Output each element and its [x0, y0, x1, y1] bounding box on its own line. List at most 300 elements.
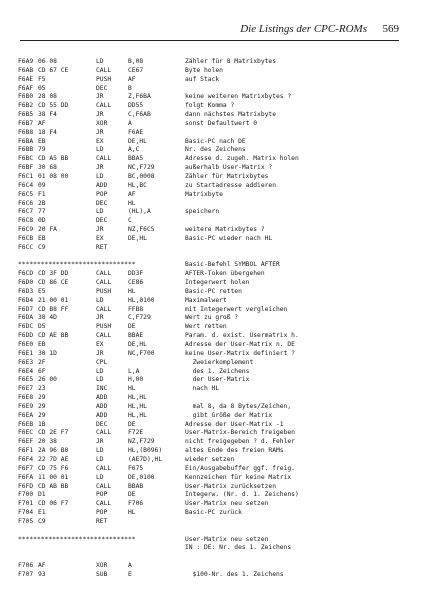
listing-row	[18, 208, 411, 217]
opcode-bytes: F1	[38, 190, 46, 198]
mnemonic: JR	[96, 128, 104, 136]
address: F6E5	[18, 376, 34, 384]
operand: HL,0100	[128, 296, 155, 304]
operand: NC,F700	[128, 349, 155, 357]
mnemonic: LD	[96, 376, 104, 384]
address: F706	[18, 562, 34, 570]
opcode-bytes: 1B	[38, 420, 46, 428]
listing-row	[18, 491, 411, 500]
mnemonic: LD	[96, 367, 104, 375]
operand: FFB8	[128, 305, 144, 313]
listing-row	[18, 93, 411, 102]
address: F700	[18, 491, 34, 499]
opcode-bytes: 29	[38, 402, 46, 410]
mnemonic: PUSH	[96, 75, 112, 83]
operand: B	[128, 84, 132, 92]
address: F6EA	[18, 411, 34, 419]
opcode-bytes: 0D	[38, 217, 46, 225]
opcode-bytes: 09	[38, 181, 46, 189]
comment: Param. d. exist. Usermatrix h.	[185, 332, 299, 340]
listing-row	[18, 500, 411, 509]
mnemonic: LD	[96, 473, 104, 481]
listing-row	[18, 244, 411, 253]
section-header-user-matrix	[18, 536, 411, 545]
listing-row	[18, 359, 411, 368]
comment: Maximalwert	[185, 296, 227, 304]
listing-row	[18, 200, 411, 209]
listing-row	[18, 138, 411, 147]
mnemonic: CALL	[96, 429, 112, 437]
opcode-bytes: 11 00 01	[38, 473, 69, 481]
opcode-bytes: CD 2E F7	[38, 429, 69, 437]
section-title: User-Matrix neu setzen	[185, 535, 269, 543]
separator-line: *******************************	[18, 535, 136, 543]
address: F6B8	[18, 128, 34, 136]
listing-row	[18, 323, 411, 332]
opcode-bytes: 38 4D	[38, 314, 57, 322]
listing-row	[18, 332, 411, 341]
address: F6E7	[18, 385, 34, 393]
section-subtitle-row	[18, 544, 411, 553]
mnemonic: EX	[96, 341, 104, 348]
comment: nicht freigegeben ? d. Fehler	[185, 438, 295, 446]
listing-block-symbol	[18, 58, 411, 253]
mnemonic: ADD	[96, 394, 108, 402]
page-title: Die Listings der CPC-ROMs	[240, 23, 367, 35]
mnemonic: EX	[96, 137, 104, 145]
opcode-bytes: EB	[38, 137, 46, 145]
listing-row	[18, 120, 411, 129]
opcode-bytes: CD A5 BB	[38, 155, 69, 163]
operand: NZ,F6C5	[128, 226, 155, 234]
page-header	[20, 22, 399, 41]
mnemonic: JR	[96, 226, 104, 234]
opcode-bytes: 18 F4	[38, 128, 57, 136]
listing-row	[18, 341, 411, 350]
address: F6CB	[18, 234, 34, 242]
listing-row	[18, 474, 411, 483]
listing-row	[18, 306, 411, 315]
mnemonic: DEC	[96, 84, 108, 92]
comment: Basic-PC wieder nach HL	[185, 234, 273, 242]
opcode-bytes: D5	[38, 323, 46, 331]
operand: AF	[128, 75, 136, 83]
listing-row	[18, 217, 411, 226]
mnemonic: ADD	[96, 181, 108, 189]
operand: DE	[128, 491, 136, 499]
opcode-bytes: 21 00 01	[38, 296, 69, 304]
listing-row	[18, 368, 411, 377]
mnemonic: DEC	[96, 217, 108, 225]
listing-row	[18, 403, 411, 412]
comment: Basic-PC retten	[185, 287, 242, 295]
opcode-bytes: 06 08	[38, 58, 57, 65]
opcode-bytes: 77	[38, 208, 46, 216]
comment: zu Startadresse addieren	[185, 181, 276, 189]
mnemonic: CALL	[96, 482, 112, 490]
comment: der User-Matrix	[185, 376, 250, 384]
comment: nach HL	[185, 385, 220, 393]
opcode-bytes: CD B8 FF	[38, 305, 69, 313]
comment: des 1. Zeichens	[185, 367, 250, 375]
address: F6B0	[18, 93, 34, 101]
address: F6A9	[18, 58, 34, 65]
opcode-bytes: 6F	[38, 367, 46, 375]
listing-row	[18, 376, 411, 385]
operand: BBAE	[128, 332, 144, 340]
address: F6B2	[18, 102, 34, 110]
opcode-bytes: 22 7D AE	[38, 455, 69, 463]
listing-row	[18, 182, 411, 191]
address: F6F4	[18, 455, 34, 463]
comment: Wert retten	[185, 323, 227, 331]
mnemonic: RET	[96, 243, 108, 251]
operand: HL	[128, 199, 136, 207]
listing-row	[18, 146, 411, 155]
operand: DE,HL	[128, 137, 147, 145]
comment: altes Ende des freien RAMs	[185, 447, 284, 455]
section-header-symbol-after	[18, 261, 411, 270]
listing-row	[18, 155, 411, 164]
address: F6FD	[18, 482, 34, 490]
operand: F675	[128, 464, 144, 472]
listing-row	[18, 314, 411, 323]
comment: keine weiteren Matrixbytes ?	[185, 93, 292, 101]
comment: Wert zu groß ?	[185, 314, 239, 322]
opcode-bytes: CD 55 DD	[38, 102, 69, 110]
operand: (HL),A	[128, 208, 151, 216]
mnemonic: POP	[96, 491, 108, 499]
address: F6D3	[18, 287, 34, 295]
listing-row	[18, 279, 411, 288]
opcode-bytes: CD 75 F6	[38, 464, 69, 472]
operand: BC,0008	[128, 172, 155, 180]
address: F6BB	[18, 146, 34, 154]
opcode-bytes: E1	[38, 509, 46, 517]
mnemonic: JR	[96, 314, 104, 322]
mnemonic: LD	[96, 447, 104, 455]
address: F6BA	[18, 137, 34, 145]
address: F6DA	[18, 314, 34, 322]
comment: dann nächstes Matrixbyte	[185, 111, 276, 119]
mnemonic: CALL	[96, 102, 112, 110]
operand: A	[128, 119, 132, 127]
opcode-bytes: CD 06 F7	[38, 500, 69, 508]
address: F6AF	[18, 84, 34, 92]
opcode-bytes: 79	[38, 146, 46, 154]
comment: $100-Nr. des 1. Zeichens	[185, 570, 284, 578]
comment: keine User-Matrix definiert ?	[185, 349, 295, 357]
address: F6BC	[18, 155, 34, 163]
mnemonic: SUB	[96, 570, 108, 578]
listing-row	[18, 456, 411, 465]
listing-row	[18, 111, 411, 120]
mnemonic: POP	[96, 190, 108, 198]
opcode-bytes: 20 FA	[38, 226, 57, 234]
operand: F6AE	[128, 128, 144, 136]
mnemonic: PUSH	[96, 323, 112, 331]
comment: folgt Komma ?	[185, 102, 235, 110]
address: F6AB	[18, 66, 34, 74]
opcode-bytes: CD AE BB	[38, 332, 69, 340]
listing-row	[18, 76, 411, 85]
opcode-bytes: 29	[38, 411, 46, 419]
listing-row	[18, 412, 411, 421]
comment: gibt Größe der Matrix	[185, 411, 273, 419]
listing-row	[18, 173, 411, 182]
address: F6C4	[18, 181, 34, 189]
address: F6E1	[18, 349, 34, 357]
listing-block-user-matrix	[18, 562, 411, 580]
address: F6CC	[18, 243, 34, 251]
mnemonic: RET	[96, 517, 108, 525]
address: F705	[18, 517, 34, 525]
mnemonic: JR	[96, 93, 104, 101]
address: F6DD	[18, 332, 34, 340]
listing-row	[18, 270, 411, 279]
opcode-bytes: F5	[38, 75, 46, 83]
page-number: 569	[382, 23, 399, 35]
listing-row	[18, 102, 411, 111]
listing-row	[18, 518, 411, 527]
mnemonic: CALL	[96, 155, 112, 163]
listing-row	[18, 235, 411, 244]
operand: DD55	[128, 102, 144, 110]
address: F6E3	[18, 358, 34, 366]
address: F6C8	[18, 217, 34, 225]
section-title: Basic-Befehl SYMBOL AFTER	[185, 261, 280, 269]
listing-row	[18, 85, 411, 94]
mnemonic: CALL	[96, 279, 112, 287]
operand: CE86	[128, 279, 144, 287]
listing-row	[18, 509, 411, 518]
opcode-bytes: E5	[38, 287, 46, 295]
opcode-bytes: C9	[38, 243, 46, 251]
operand: DE,0100	[128, 473, 155, 481]
listing-row	[18, 191, 411, 200]
address: F6D0	[18, 279, 34, 287]
mnemonic: EX	[96, 234, 104, 242]
operand: E	[128, 570, 132, 578]
opcode-bytes: 30 1D	[38, 349, 57, 357]
operand: C,F729	[128, 314, 151, 322]
opcode-bytes: 38 F4	[38, 111, 57, 119]
address: F6EB	[18, 420, 34, 428]
mnemonic: JR	[96, 438, 104, 446]
mnemonic: LD	[96, 146, 104, 154]
opcode-bytes: 2A 96 B0	[38, 447, 69, 455]
address: F6EF	[18, 438, 34, 446]
listing-row	[18, 350, 411, 359]
address: F704	[18, 509, 34, 517]
comment: Integerwert holen	[185, 279, 250, 287]
operand: HL,HL	[128, 411, 147, 419]
address: F6D4	[18, 296, 34, 304]
listing-block-symbol-after	[18, 270, 411, 526]
opcode-bytes: EB	[38, 234, 46, 242]
listing-row	[18, 465, 411, 474]
mnemonic: CALL	[96, 270, 112, 278]
address: F6C9	[18, 226, 34, 234]
listing-row	[18, 421, 411, 430]
mnemonic: POP	[96, 509, 108, 517]
comment: AFTER-Token übergehen	[185, 270, 265, 278]
comment: weitere Matrixbytes ?	[185, 226, 265, 234]
comment: Basic-PC zurück	[185, 509, 242, 517]
operand: DD3F	[128, 270, 144, 278]
address: F707	[18, 570, 34, 578]
mnemonic: CALL	[96, 66, 112, 74]
operand: BBAB	[128, 482, 144, 490]
opcode-bytes: C9	[38, 517, 46, 525]
address: F6C7	[18, 208, 34, 216]
operand: NC,F729	[128, 164, 155, 172]
address: F6EC	[18, 429, 34, 437]
operand: HL,BC	[128, 181, 147, 189]
comment: Matrixbyte	[185, 190, 223, 198]
mnemonic: JR	[96, 164, 104, 172]
address: F6E9	[18, 402, 34, 410]
opcode-bytes: CD AB BB	[38, 482, 69, 490]
address: F6DC	[18, 323, 34, 331]
operand: A	[128, 562, 132, 570]
comment: speichern	[185, 208, 220, 216]
mnemonic: DEC	[96, 199, 108, 207]
opcode-bytes: 01 08 00	[38, 172, 69, 180]
comment: mal 8, da 8 Bytes/Zeichen,	[185, 402, 292, 410]
address: F6AE	[18, 75, 34, 83]
mnemonic: ADD	[96, 402, 108, 410]
comment: User-Matrix zurücksetzen	[185, 482, 276, 490]
opcode-bytes: 28 08	[38, 93, 57, 101]
comment: User-Matrix neu setzen	[185, 500, 269, 508]
listing-row	[18, 288, 411, 297]
address: F6FA	[18, 473, 34, 481]
operand: Z,F6BA	[128, 93, 151, 101]
listing-row	[18, 483, 411, 492]
opcode-bytes: CD 3F DD	[38, 270, 69, 278]
mnemonic: CALL	[96, 305, 112, 313]
comment: Adresse d. zugeh. Matrix holen	[185, 155, 299, 163]
operand: AF	[128, 190, 136, 198]
separator-line: *******************************	[18, 261, 136, 269]
comment: Zweierkomplement	[185, 358, 254, 366]
mnemonic: INC	[96, 385, 108, 393]
opcode-bytes: 23	[38, 385, 46, 393]
mnemonic: CALL	[96, 464, 112, 472]
address: F6B7	[18, 119, 34, 127]
operand: F706	[128, 500, 144, 508]
opcode-bytes: AF	[38, 562, 46, 570]
listing-row	[18, 429, 411, 438]
operand: CE67	[128, 66, 144, 74]
comment: Basic-PC nach DE	[185, 137, 246, 145]
section-subtitle: IN : DE: Nr. des 1. Zeichens	[185, 544, 292, 552]
operand: DE	[128, 420, 136, 428]
mnemonic: LD	[96, 58, 104, 65]
listing-row	[18, 129, 411, 138]
mnemonic: DEC	[96, 420, 108, 428]
opcode-bytes: EB	[38, 341, 46, 348]
address: F6E8	[18, 394, 34, 402]
mnemonic: LD	[96, 208, 104, 216]
operand: C,F6AB	[128, 111, 151, 119]
listing-row	[18, 226, 411, 235]
operand: HL	[128, 385, 136, 393]
opcode-bytes: CD 86 CE	[38, 279, 69, 287]
address: F6CD	[18, 270, 34, 278]
address: F6E4	[18, 367, 34, 375]
listing-row	[18, 438, 411, 447]
operand: A,C	[128, 146, 140, 154]
listing-row	[18, 297, 411, 306]
mnemonic: LD	[96, 455, 104, 463]
mnemonic: JR	[96, 111, 104, 119]
opcode-bytes: 29	[38, 394, 46, 402]
opcode-bytes: D1	[38, 491, 46, 499]
operand: DE,HL	[128, 341, 147, 348]
comment: Ein/Ausgabebuffer ggf. freig.	[185, 464, 295, 472]
comment: Byte holen	[185, 66, 223, 74]
address: F6C6	[18, 199, 34, 207]
operand: HL,HL	[128, 402, 147, 410]
address: F6E0	[18, 341, 34, 348]
opcode-bytes: 2B	[38, 199, 46, 207]
operand: B,08	[128, 58, 144, 65]
listing-row	[18, 562, 411, 571]
address: F6C1	[18, 172, 34, 180]
address: F6F7	[18, 464, 34, 472]
address: F6B5	[18, 111, 34, 119]
address: F6F1	[18, 447, 34, 455]
listing-row	[18, 571, 411, 580]
mnemonic: LD	[96, 172, 104, 180]
comment: mit Integerwert vergleichen	[185, 305, 288, 313]
opcode-bytes: CD 67 CE	[38, 66, 69, 74]
operand: HL	[128, 287, 136, 295]
listing-row	[18, 164, 411, 173]
mnemonic: PUSH	[96, 287, 112, 295]
operand: HL,HL	[128, 394, 147, 402]
comment: außerhalb User-Matrix ?	[185, 164, 273, 172]
opcode-bytes: 2F	[38, 358, 46, 366]
operand: (AE7D),HL	[128, 455, 163, 463]
listing-row	[18, 394, 411, 403]
mnemonic: CALL	[96, 500, 112, 508]
opcode-bytes: 93	[38, 570, 46, 578]
operand: BBA5	[128, 155, 144, 163]
mnemonic: CALL	[96, 332, 112, 340]
comment: wieder setzen	[185, 455, 235, 463]
operand: DE,HL	[128, 234, 147, 242]
operand: HL,(B096)	[128, 447, 163, 455]
address: F701	[18, 500, 34, 508]
operand: H,00	[128, 376, 144, 384]
mnemonic: JR	[96, 349, 104, 357]
comment: sonst Defaultwert 0	[185, 119, 258, 127]
comment: Adresse der User-Matrix n. DE	[185, 341, 295, 348]
operand: F72E	[128, 429, 144, 437]
mnemonic: ADD	[96, 411, 108, 419]
comment: Zähler für Matrixbytes	[185, 172, 269, 180]
address: F6C5	[18, 190, 34, 198]
listing-row	[18, 447, 411, 456]
opcode-bytes: 05	[38, 84, 46, 92]
mnemonic: LD	[96, 296, 104, 304]
comment: Nr. des Zeichens	[185, 146, 246, 154]
opcode-bytes: AF	[38, 119, 46, 127]
operand: L,A	[128, 367, 140, 375]
